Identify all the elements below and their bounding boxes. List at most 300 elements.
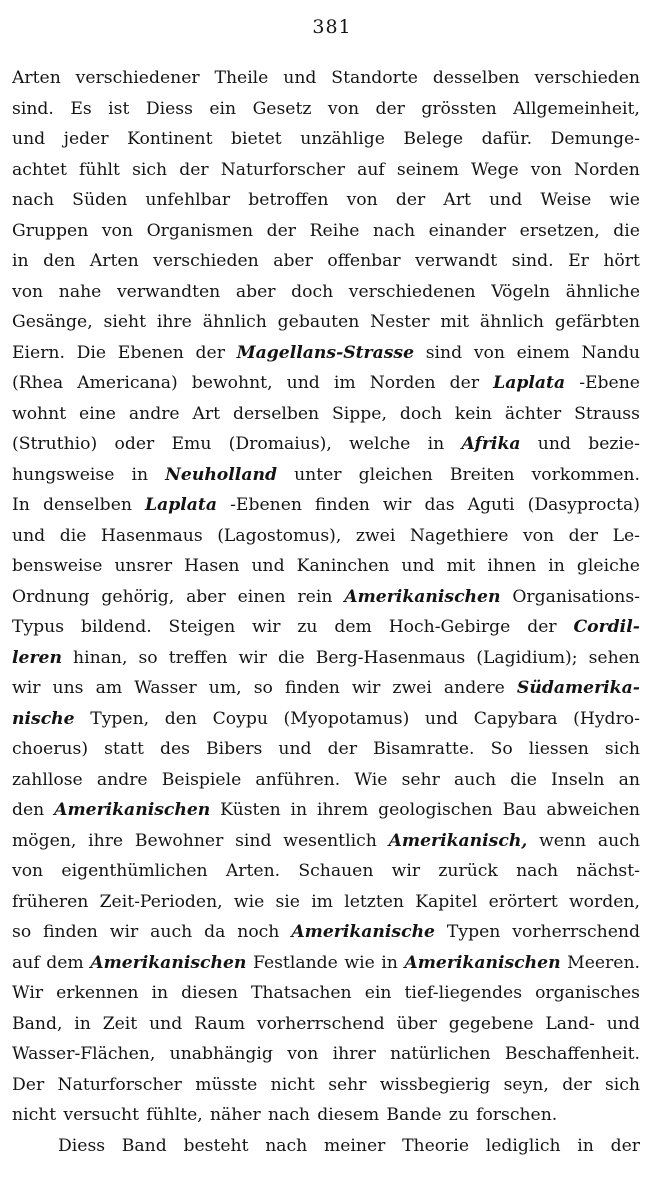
word: gebauten	[277, 312, 360, 332]
word: vorkommen.	[531, 464, 640, 485]
word: von	[12, 861, 44, 881]
word: müsste	[195, 1074, 258, 1095]
word: Es	[70, 98, 92, 119]
word: hungsweise	[12, 464, 115, 485]
word: (Dromaius),	[228, 434, 332, 454]
word: sind	[235, 830, 272, 851]
word: Typen,	[90, 708, 150, 729]
word: auf	[12, 952, 40, 973]
word: Gruppen	[12, 220, 89, 241]
word: worden,	[568, 891, 640, 912]
word: Arten.	[225, 861, 281, 881]
word: Berg-Hasenmaus	[315, 647, 466, 668]
word: Bibers	[206, 739, 263, 759]
word: In	[12, 495, 30, 515]
word: zu	[297, 617, 318, 637]
word: fühlt	[79, 159, 120, 180]
text-line	[12, 312, 640, 343]
word: um,	[208, 678, 242, 698]
word: von	[327, 98, 360, 119]
word: jeder	[63, 129, 109, 149]
word: besteht	[183, 1135, 249, 1156]
word: und	[606, 1013, 640, 1034]
word: lediglich	[485, 1135, 561, 1156]
word: wir	[252, 617, 281, 637]
word: der	[375, 98, 405, 119]
emphasized-word: Cordil-	[573, 617, 640, 637]
word: finden	[284, 678, 340, 698]
word: der	[327, 739, 358, 759]
word: Steigen	[168, 617, 236, 637]
word: Kaninchen	[296, 556, 390, 576]
word: bensweise	[12, 556, 103, 576]
word: Thatsachen	[250, 983, 352, 1003]
word: sind.	[12, 98, 54, 119]
word: sehen	[588, 647, 640, 668]
word: näher	[209, 1105, 261, 1125]
emphasized-word: Amerikanischen	[344, 586, 501, 607]
word: Capybara	[473, 708, 558, 729]
word: von	[473, 342, 505, 363]
word: in	[290, 800, 308, 820]
word: doch	[399, 403, 442, 424]
word: einem	[516, 342, 570, 363]
text-line	[12, 1075, 640, 1106]
word: Norden	[369, 373, 436, 393]
text-line	[12, 587, 640, 618]
emphasized-word: nische	[12, 708, 75, 729]
word: Bande	[386, 1105, 442, 1125]
word: unabhängig	[169, 1044, 273, 1064]
word: ähnliche	[565, 281, 640, 302]
word: sind.	[511, 251, 554, 271]
text-line	[12, 617, 640, 648]
word: verschiedenen	[348, 281, 476, 302]
word: Der	[12, 1074, 45, 1095]
word: Wir	[12, 983, 44, 1003]
word: Strauss	[574, 403, 640, 424]
text-line	[12, 892, 640, 923]
word: den	[164, 708, 197, 729]
word: choerus)	[12, 739, 89, 759]
word: wir	[238, 647, 267, 668]
word: früheren	[12, 891, 89, 912]
word: Band	[121, 1135, 167, 1156]
text-line	[12, 1014, 640, 1045]
text-line	[12, 953, 640, 984]
word: desselben	[432, 68, 520, 88]
word: andre	[128, 403, 180, 424]
word: sieht	[103, 312, 147, 332]
emphasized-word: Magellans-Strasse	[236, 342, 415, 363]
word: und	[12, 129, 46, 149]
word: wissbegierig	[379, 1074, 491, 1095]
word: so	[138, 647, 158, 668]
text-line	[12, 800, 640, 831]
word: wir	[109, 922, 139, 942]
word: der	[395, 190, 426, 210]
emphasized-word: Amerikanischen	[54, 800, 211, 820]
word: auch	[597, 830, 640, 851]
word: geologischen	[378, 800, 493, 820]
word: Diess	[58, 1135, 106, 1156]
word: Ebenen	[117, 342, 184, 363]
emphasized-word: Amerikanischen	[404, 952, 561, 973]
word: Theile	[214, 68, 269, 88]
word: Le-	[612, 525, 640, 546]
word: einander	[428, 220, 507, 241]
word: wir	[351, 678, 381, 698]
word: verwandt	[415, 251, 498, 271]
text-line	[12, 282, 640, 313]
word: treffen	[168, 647, 228, 668]
word: Band,	[12, 1013, 63, 1034]
word: Kontinent	[127, 129, 213, 149]
word: Süden	[72, 190, 128, 210]
word: hinan,	[73, 647, 128, 668]
text-line	[12, 251, 640, 282]
word: zwei	[392, 678, 432, 698]
word: Kapitel	[415, 891, 478, 912]
word: achtet	[12, 159, 67, 180]
word: Festlande	[252, 952, 338, 973]
word: andere	[443, 678, 505, 698]
word: sind	[425, 342, 463, 363]
word: verwandten	[116, 281, 221, 302]
word: nicht	[12, 1105, 57, 1125]
word: mögen,	[12, 830, 77, 851]
word: und	[424, 708, 459, 729]
word: letzten	[344, 891, 404, 912]
word: erkennen	[56, 983, 139, 1003]
word: Breiten	[449, 464, 515, 485]
word: und	[286, 373, 320, 393]
word: aber	[186, 586, 226, 607]
word: Belege	[403, 129, 464, 149]
word: diesen	[181, 983, 238, 1003]
word: bezie-	[588, 434, 640, 454]
word: das	[424, 495, 455, 515]
word: über	[396, 1013, 437, 1034]
word: unfehlbar	[145, 190, 231, 210]
word: und	[283, 68, 317, 88]
word: andre	[96, 769, 148, 790]
word: des	[159, 739, 190, 759]
word: tief-liegendes	[404, 983, 523, 1003]
text-line	[12, 465, 640, 496]
word: in	[12, 251, 29, 271]
word: Schauen	[298, 861, 374, 881]
emphasized-word: Amerikanisch,	[388, 830, 528, 851]
word: fühlte,	[146, 1105, 203, 1125]
word: in	[151, 983, 169, 1003]
word: Diess	[145, 98, 193, 119]
text-line	[12, 983, 640, 1014]
word: Wie	[354, 769, 388, 790]
word: unzählige	[300, 129, 385, 149]
word: von	[287, 1044, 319, 1064]
word: Die	[76, 342, 107, 363]
word: Bewohner	[134, 830, 224, 851]
word: nahe	[58, 281, 102, 302]
word: ist	[108, 98, 130, 119]
word: und	[537, 434, 571, 454]
word: Bau	[502, 800, 537, 820]
word: der	[562, 1074, 592, 1095]
word: von	[101, 220, 133, 241]
word: in	[74, 1013, 91, 1034]
word: der	[449, 373, 480, 393]
word: seinem	[396, 159, 459, 180]
word: in	[577, 1135, 594, 1156]
word: die	[510, 769, 537, 790]
word: verschiedener	[75, 68, 200, 88]
word: doch	[291, 281, 334, 302]
word: vorherrschend	[256, 1013, 385, 1034]
word: gleichen	[358, 464, 433, 485]
word: wie	[344, 952, 375, 973]
word: aber	[235, 281, 276, 302]
word: im	[333, 373, 356, 393]
emphasized-word: Südamerika-	[516, 678, 640, 698]
word: dem	[46, 952, 84, 973]
word: derselben	[232, 403, 320, 424]
text-line	[12, 861, 640, 892]
word: nach	[373, 220, 416, 241]
text-line	[12, 99, 640, 130]
page-number: 381	[312, 16, 352, 38]
word: Hoch-Gebirge	[388, 617, 511, 637]
text-line	[12, 922, 640, 953]
text-line	[12, 343, 640, 374]
word: vorherrschend	[512, 922, 640, 942]
word: Meeren.	[567, 952, 640, 973]
word: Nester	[370, 312, 430, 332]
word: Naturforscher	[220, 159, 345, 180]
word: Wege	[471, 159, 519, 180]
word: liessen	[528, 739, 589, 759]
word: (Lagostomus),	[217, 525, 342, 546]
word: diesem	[317, 1105, 380, 1125]
word: hört	[603, 251, 640, 271]
word: Wasser	[134, 678, 197, 698]
word: Art	[192, 403, 221, 424]
word: ihrem	[316, 800, 369, 820]
word: Beschaffenheit.	[504, 1044, 640, 1064]
text-line	[12, 1105, 640, 1136]
word: der	[195, 342, 225, 363]
word: einen	[237, 586, 286, 607]
emphasized-word: Neuholland	[165, 464, 277, 485]
word: der	[610, 1135, 640, 1156]
word: von	[346, 190, 378, 210]
word: finden	[315, 495, 370, 515]
word: sich	[604, 1074, 640, 1095]
word: anführen.	[255, 769, 341, 790]
word: nach	[265, 1135, 308, 1156]
word: Eiern.	[12, 342, 65, 363]
word: Küsten	[220, 800, 281, 820]
word: sie	[275, 891, 300, 912]
word: Norden	[574, 159, 640, 180]
text-line	[12, 373, 640, 404]
text-line	[12, 556, 640, 587]
word: und	[489, 190, 523, 210]
word: Ordnung	[12, 586, 90, 607]
word: Nandu	[581, 342, 640, 363]
word: und	[401, 556, 435, 576]
word: Reihe	[309, 220, 360, 241]
emphasized-word: Afrika	[461, 434, 521, 454]
text-line	[12, 648, 640, 679]
word: Allgemeinheit,	[513, 98, 640, 119]
body-text	[12, 68, 640, 1166]
word: verschieden	[534, 68, 640, 88]
word: welche	[349, 434, 411, 454]
word: in	[381, 952, 398, 973]
word: und	[12, 525, 46, 546]
word: Hasen	[184, 556, 240, 576]
word: Vögeln	[491, 281, 551, 302]
text-line	[12, 190, 640, 221]
word: die	[613, 220, 640, 241]
word: versucht	[63, 1105, 139, 1125]
word: auch	[454, 769, 497, 790]
word: gefärbten	[554, 312, 640, 332]
word: Typen	[446, 922, 501, 942]
word: unter	[294, 464, 342, 485]
word: offenbar	[327, 251, 401, 271]
word: Beispiele	[161, 769, 242, 790]
word: sehr	[328, 1074, 367, 1095]
word: dem	[334, 617, 372, 637]
word: zurück	[438, 861, 498, 881]
word: Sippe,	[332, 403, 387, 424]
word: ein	[364, 983, 392, 1003]
word: so	[253, 678, 273, 698]
word: wohnt	[12, 403, 67, 424]
word: -Ebenen	[230, 495, 302, 515]
word: unsrer	[114, 556, 173, 576]
word: (Lagidium);	[476, 647, 578, 668]
word: auf	[357, 159, 385, 180]
word: Zeit	[102, 1013, 138, 1034]
word: statt	[104, 739, 144, 759]
word: verschieden	[153, 251, 259, 271]
word: Americana)	[77, 373, 178, 393]
word: grössten	[421, 98, 497, 119]
word: nicht	[270, 1074, 315, 1095]
word: ihnen	[487, 556, 537, 576]
word: ähnlich	[479, 312, 544, 332]
word: abweichen	[546, 800, 640, 820]
word: bewohnt,	[191, 373, 273, 393]
word: zu	[448, 1105, 469, 1125]
word: mit	[440, 312, 470, 332]
word: wir	[391, 861, 421, 881]
word: gegebene	[448, 1013, 534, 1034]
word: sich	[604, 739, 640, 759]
word: Arten	[89, 251, 139, 271]
word: Bisamratte.	[373, 739, 475, 759]
text-line	[12, 678, 640, 709]
word: Naturforscher	[57, 1074, 182, 1095]
word: dafür.	[481, 129, 533, 149]
word: oder	[114, 434, 155, 454]
text-line	[12, 160, 640, 191]
word: ein	[209, 98, 237, 119]
text-line	[12, 831, 640, 862]
word: noch	[237, 922, 280, 942]
word: im	[311, 891, 333, 912]
word: Hasenmaus	[100, 525, 203, 546]
word: nach	[267, 1105, 310, 1125]
word: wie	[233, 891, 265, 912]
word: an	[618, 769, 640, 790]
word: Gesänge,	[12, 312, 93, 332]
word: wie	[609, 190, 640, 210]
word: so	[12, 922, 32, 942]
word: von	[522, 525, 555, 546]
word: Arten	[12, 68, 61, 88]
word: ächter	[504, 403, 562, 424]
word: die	[277, 647, 305, 668]
word: Aguti	[467, 495, 515, 515]
word: von	[530, 159, 562, 180]
word: zahllose	[12, 769, 83, 790]
word: Theorie	[402, 1135, 470, 1156]
word: (Dasyprocta)	[527, 495, 640, 515]
word: Nagethiere	[409, 525, 509, 546]
word: von	[12, 281, 44, 302]
word: Organismen	[146, 220, 254, 241]
word: die	[59, 525, 87, 546]
word: eine	[79, 403, 116, 424]
text-line	[12, 221, 640, 252]
text-line	[12, 709, 640, 740]
word: -Ebene	[579, 373, 640, 393]
word: bietet	[231, 129, 282, 149]
word: Wasser-Flächen,	[12, 1044, 156, 1064]
word: und	[251, 556, 285, 576]
word: So	[490, 739, 513, 759]
word: Raum	[194, 1013, 246, 1034]
text-line	[12, 495, 640, 526]
text-line	[12, 770, 640, 801]
word: Coypu	[212, 708, 268, 729]
word: wenn	[539, 830, 587, 851]
word: ihrer	[332, 1044, 376, 1064]
word: Er	[568, 251, 589, 271]
word: Demunge-	[550, 129, 640, 149]
word: bildend.	[80, 617, 152, 637]
word: finden	[43, 922, 98, 942]
word: (Myopotamus)	[283, 708, 410, 729]
word: Zeit-Perioden,	[99, 891, 223, 912]
word: in	[427, 434, 445, 454]
word: uns	[52, 678, 84, 698]
word: meiner	[323, 1135, 386, 1156]
word: der	[266, 220, 297, 241]
emphasized-word: Amerikanische	[291, 922, 435, 942]
word: wir	[382, 495, 412, 515]
word: Gesetz	[252, 98, 312, 119]
word: Organisations-	[512, 586, 640, 607]
text-line	[12, 1044, 640, 1075]
word: nach	[516, 861, 559, 881]
word: der	[568, 525, 599, 546]
emphasized-word: leren	[12, 647, 62, 668]
